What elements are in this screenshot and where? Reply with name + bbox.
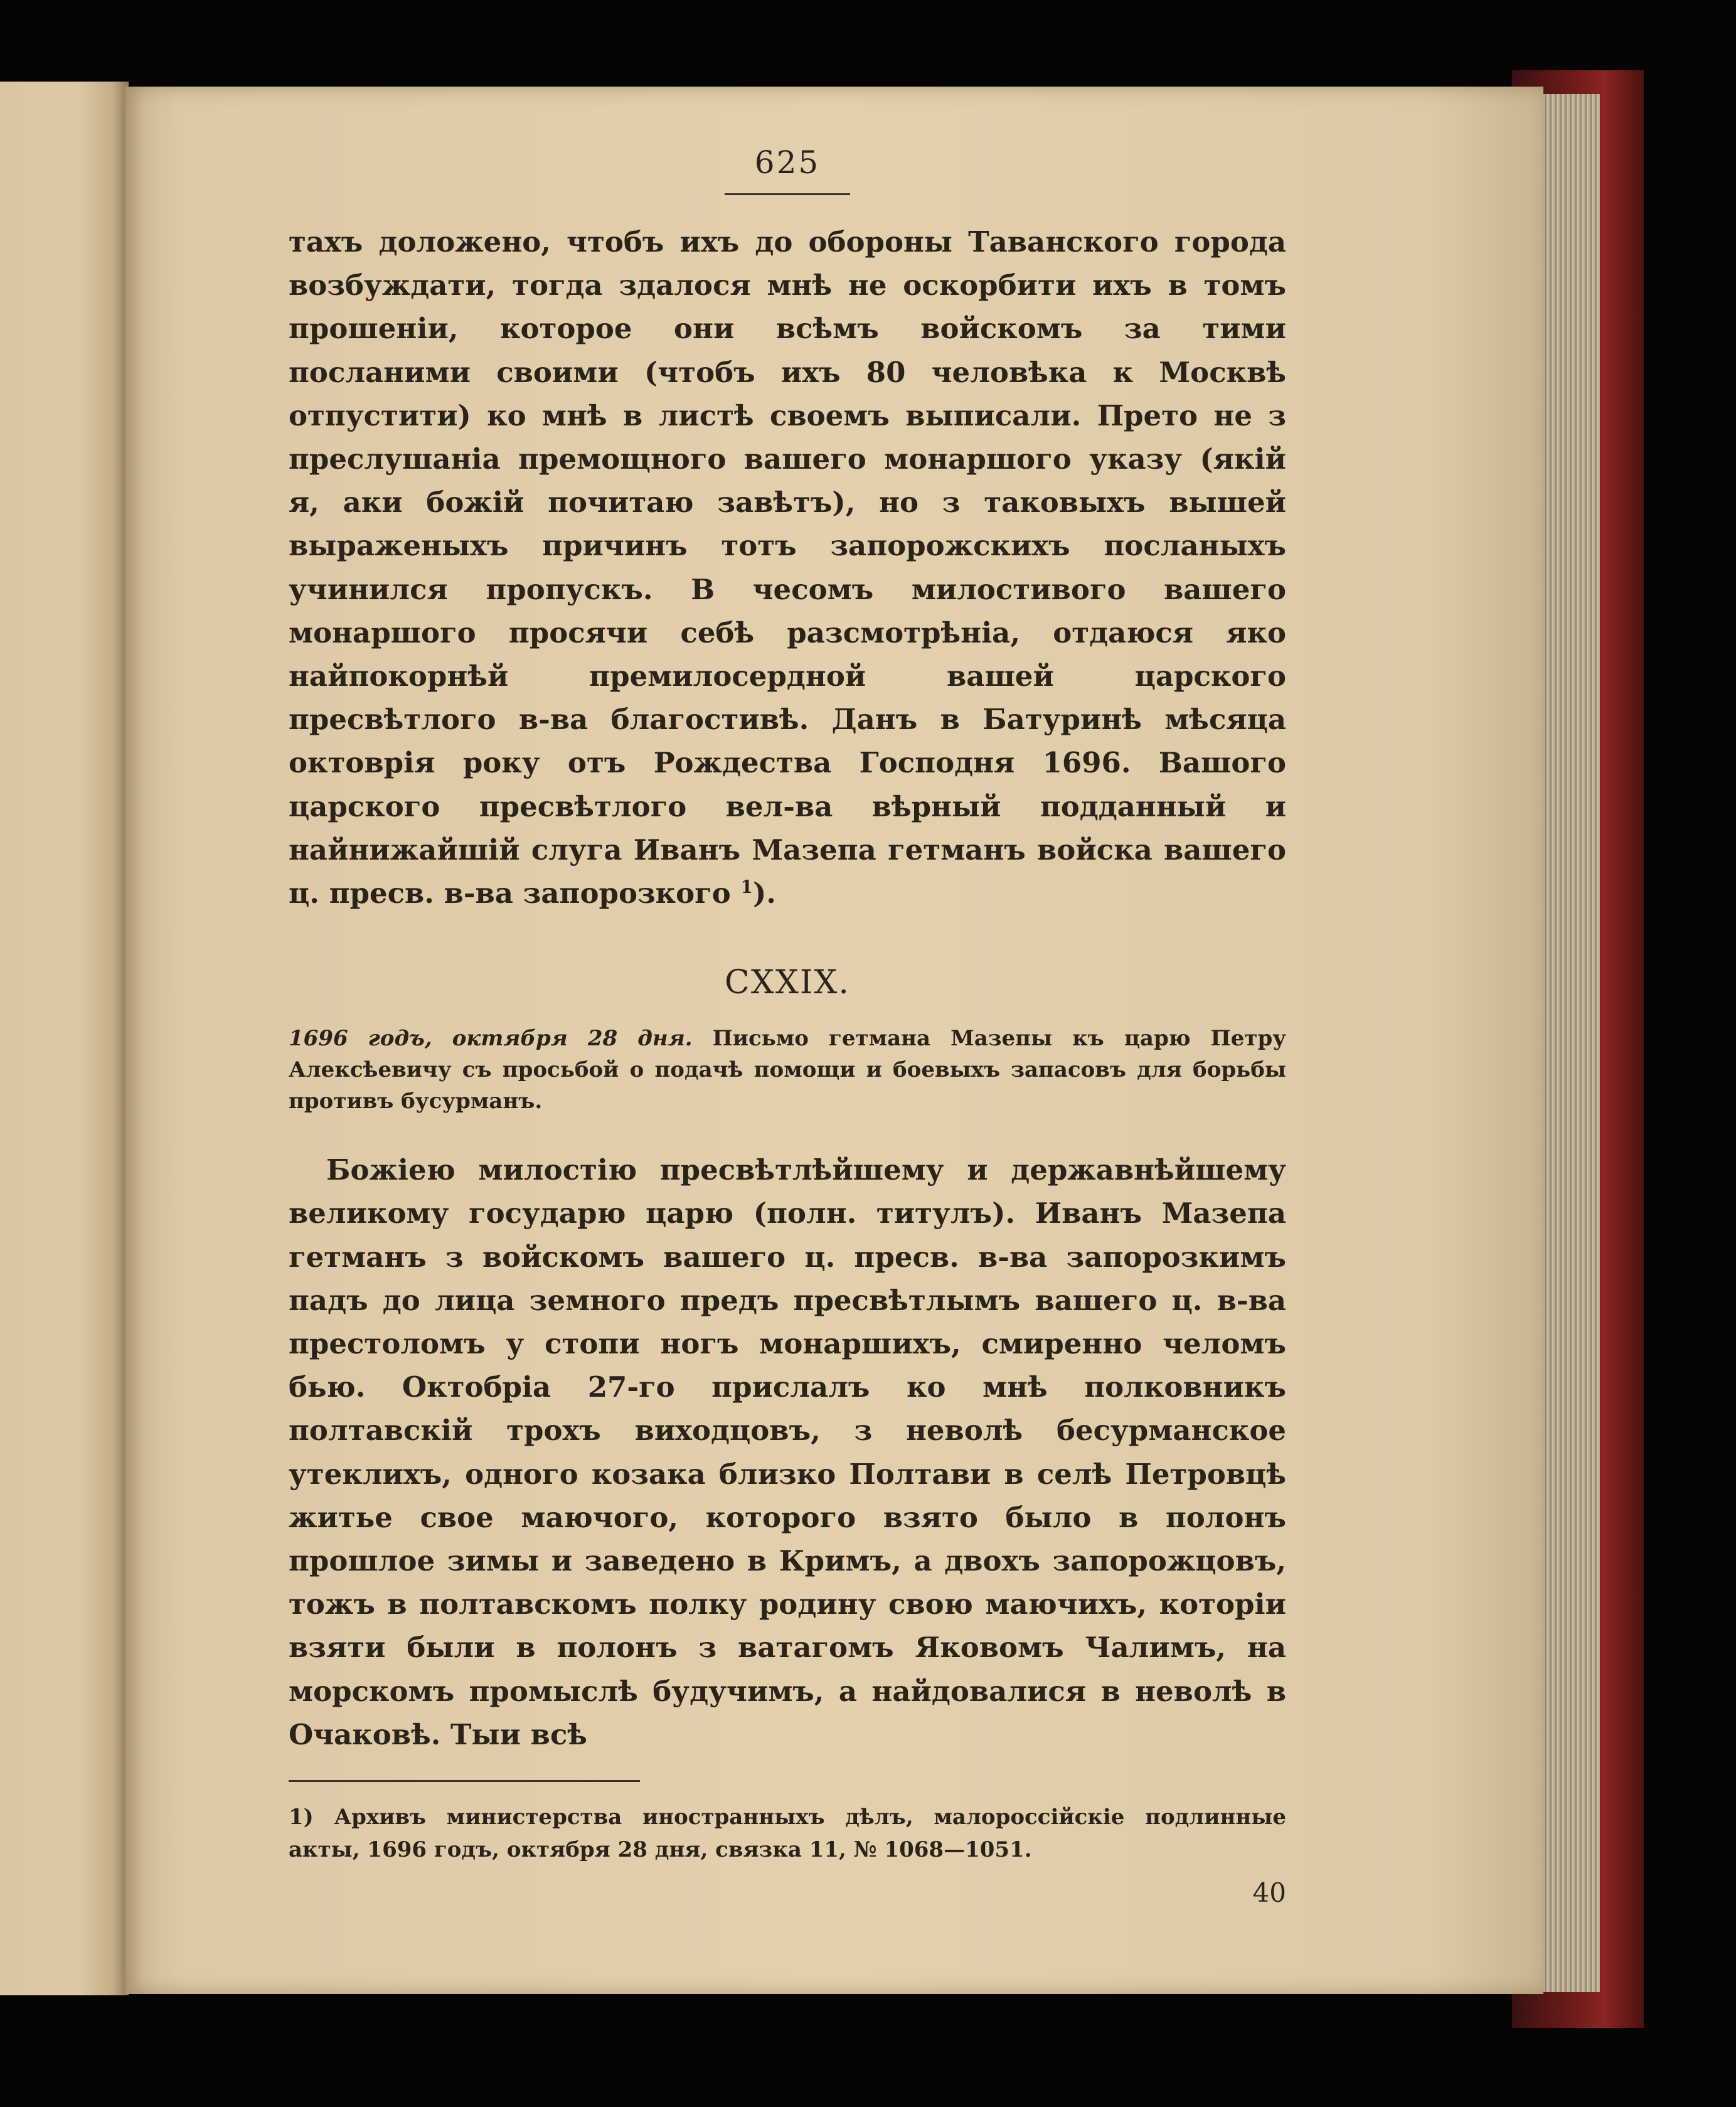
page-number: 625 — [754, 144, 821, 181]
footnote-rule — [289, 1780, 640, 1782]
section-number: CXXIX. — [725, 964, 850, 1002]
paragraph-letter: Божіею милостію пресвѣтлѣйшему и державнѣйшему великому государю царю (полн. титулъ). Иванъ Мазепа гетманъ з войскомъ вашего ц. пресв. в-ва запорозкимъ падъ до лица земного предъ пресвѣтлымъ вашего ц. в-ва престоломъ у стопи ногъ монаршихъ, смиренно челомъ бью. Октобріа 27-го прислалъ ко мнѣ полковникъ полтавскій трохъ виходцовъ, з неволѣ бесурманское утеклихъ, одного козака близко Полтави в селѣ Петровцѣ житье свое маючого, которого взято было в полонъ прошлое зимы и заведено в Кримъ, а двохъ запорожцовъ, тожъ в полтавскомъ полку родину свою маючихъ, которіи взяти были в полонъ з ватагомъ Яковомъ Чалимъ, на морскомъ промыслѣ будучимъ, а найдовалися в неволѣ в Очаковѣ. Тыи всѣ — [289, 1153, 1286, 1751]
footnote — [289, 1801, 1286, 1866]
page-content — [289, 144, 1286, 1908]
paragraph-1-end: ). — [752, 877, 776, 910]
footnote-marker: 1) — [289, 1805, 314, 1830]
document-summary — [289, 1023, 1286, 1117]
footnote-text: Архивъ министерства иностранныхъ дѣлъ, малороссійскіе подлинные акты, 1696 годъ, октября 28 дня, связка 11, № 1068—1051. — [289, 1805, 1286, 1863]
page-number-rule — [725, 193, 850, 195]
paragraph-1-text: тахъ доложено, чтобъ ихъ до обороны Таванского города возбуждати, тогда здалося мнѣ не оскорбити ихъ в томъ прошеніи, которое они всѣмъ войскомъ за тими посланими своими (чтобъ ихъ 80 человѣка к Москвѣ отпустити) ко мнѣ в листѣ своемъ выписали. Прето не з преслушаніа премощного вашего монаршого указу (якій я, аки божій почитаю завѣтъ), но з таковыхъ вышей выраженыхъ причинъ тотъ запорожскихъ посланыхъ учинился пропускъ. В чесомъ милостивого вашего монаршого просячи себѣ разсмотрѣніа, отдаюся яко найпокорнѣй премилосердной вашей царского пресвѣтлого в-ва благостивѣ. Данъ в Батуринѣ мѣсяца октоврія року отъ Рождества Господня 1696. Вашого царского пресвѣтлого вел-ва вѣрный подданный и найнижайшій слуга Иванъ Мазепа гетманъ войска вашего ц. пресв. в-ва запорозкого — [289, 225, 1286, 910]
signature-mark: 40 — [1252, 1877, 1286, 1909]
footnote-reference: 1 — [740, 877, 753, 898]
facing-page — [0, 82, 129, 1995]
summary-date: 1696 годъ, октября 28 дня. — [289, 1026, 693, 1052]
summary-text: Письмо гетмана Мазепы къ царю Петру Алексѣевичу съ просьбой о подачѣ помощи и боевыхъ запасовъ для борьбы противъ бусурманъ. — [289, 1026, 1287, 1114]
paragraph-continued — [289, 220, 1286, 915]
